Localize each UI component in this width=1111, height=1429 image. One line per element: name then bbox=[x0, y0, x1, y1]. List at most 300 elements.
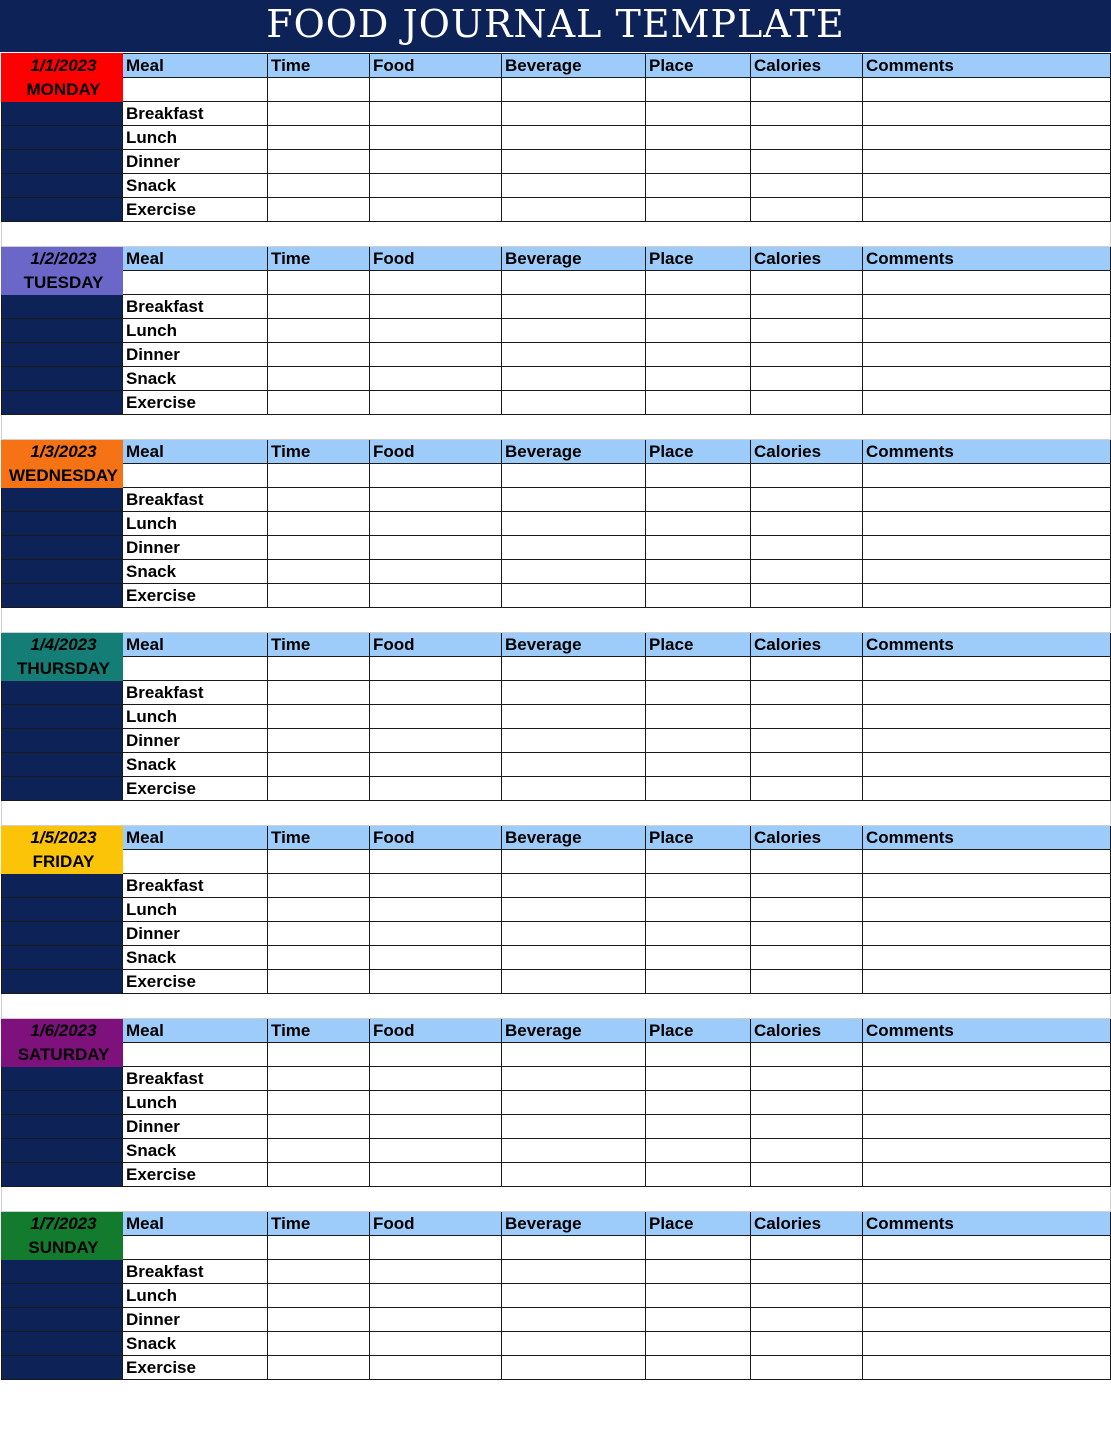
entry-cell[interactable] bbox=[751, 729, 863, 753]
entry-cell[interactable] bbox=[751, 1163, 863, 1187]
meal-row bbox=[2, 777, 1111, 801]
entry-cell[interactable] bbox=[370, 1236, 502, 1260]
entry-cell[interactable] bbox=[863, 729, 1111, 753]
entry-cell[interactable] bbox=[751, 657, 863, 681]
entry-cell[interactable] bbox=[751, 512, 863, 536]
entry-cell[interactable] bbox=[646, 1236, 751, 1260]
day-side-block bbox=[2, 1067, 123, 1091]
meal-row bbox=[2, 1163, 1111, 1187]
entry-cell[interactable] bbox=[646, 536, 751, 560]
entry-cell[interactable] bbox=[751, 536, 863, 560]
entry-cell[interactable] bbox=[370, 657, 502, 681]
entry-cell[interactable] bbox=[123, 1043, 268, 1067]
entry-cell[interactable] bbox=[646, 367, 751, 391]
entry-cell[interactable] bbox=[502, 657, 646, 681]
entry-cell[interactable] bbox=[863, 777, 1111, 801]
entry-cell[interactable] bbox=[751, 198, 863, 222]
entry-cell[interactable] bbox=[502, 729, 646, 753]
entry-cell[interactable] bbox=[370, 1332, 502, 1356]
entry-cell[interactable] bbox=[751, 126, 863, 150]
entry-cell[interactable] bbox=[646, 922, 751, 946]
entry-cell[interactable] bbox=[268, 1139, 370, 1163]
entry-cell[interactable] bbox=[863, 1163, 1111, 1187]
column-header-food: Food bbox=[370, 1212, 502, 1236]
entry-cell[interactable] bbox=[268, 946, 370, 970]
entry-cell[interactable] bbox=[502, 319, 646, 343]
entry-cell[interactable] bbox=[863, 1308, 1111, 1332]
entry-cell[interactable] bbox=[502, 1043, 646, 1067]
entry-cell[interactable] bbox=[268, 126, 370, 150]
entry-cell[interactable] bbox=[751, 1284, 863, 1308]
entry-cell[interactable] bbox=[863, 1236, 1111, 1260]
entry-cell[interactable] bbox=[751, 777, 863, 801]
entry-cell[interactable] bbox=[370, 271, 502, 295]
entry-cell[interactable] bbox=[268, 1356, 370, 1380]
entry-cell[interactable] bbox=[370, 1308, 502, 1332]
entry-cell[interactable] bbox=[268, 512, 370, 536]
meal-row bbox=[2, 1332, 1111, 1356]
entry-cell[interactable] bbox=[502, 295, 646, 319]
entry-cell[interactable] bbox=[646, 512, 751, 536]
entry-cell[interactable] bbox=[646, 1043, 751, 1067]
entry-cell[interactable] bbox=[646, 174, 751, 198]
entry-cell[interactable] bbox=[502, 391, 646, 415]
entry-cell[interactable] bbox=[268, 898, 370, 922]
entry-cell[interactable] bbox=[646, 1139, 751, 1163]
entry-cell[interactable] bbox=[751, 584, 863, 608]
entry-cell[interactable] bbox=[646, 464, 751, 488]
entry-cell[interactable] bbox=[370, 1260, 502, 1284]
entry-cell[interactable] bbox=[646, 319, 751, 343]
entry-cell[interactable] bbox=[370, 850, 502, 874]
day-side-block bbox=[2, 1284, 123, 1308]
entry-cell[interactable] bbox=[863, 560, 1111, 584]
entry-cell[interactable] bbox=[863, 343, 1111, 367]
entry-cell[interactable] bbox=[268, 1308, 370, 1332]
entry-cell[interactable] bbox=[502, 488, 646, 512]
entry-cell[interactable] bbox=[646, 850, 751, 874]
meal-label: Lunch bbox=[123, 1091, 268, 1115]
entry-cell[interactable] bbox=[370, 1163, 502, 1187]
entry-cell[interactable] bbox=[646, 1284, 751, 1308]
day-side-block bbox=[2, 681, 123, 705]
entry-cell[interactable] bbox=[502, 850, 646, 874]
spacer-cell bbox=[751, 608, 863, 633]
entry-cell[interactable] bbox=[751, 1308, 863, 1332]
entry-cell[interactable] bbox=[751, 295, 863, 319]
entry-cell[interactable] bbox=[370, 367, 502, 391]
day-side-block bbox=[2, 512, 123, 536]
entry-cell[interactable] bbox=[268, 777, 370, 801]
spacer-cell bbox=[123, 1187, 268, 1212]
entry-cell[interactable] bbox=[502, 174, 646, 198]
entry-cell[interactable] bbox=[502, 922, 646, 946]
entry-cell[interactable] bbox=[268, 1236, 370, 1260]
entry-cell[interactable] bbox=[370, 753, 502, 777]
entry-cell[interactable] bbox=[751, 464, 863, 488]
entry-cell[interactable] bbox=[646, 343, 751, 367]
entry-cell[interactable] bbox=[646, 753, 751, 777]
entry-cell[interactable] bbox=[268, 970, 370, 994]
entry-cell[interactable] bbox=[863, 150, 1111, 174]
entry-cell[interactable] bbox=[646, 874, 751, 898]
entry-cell[interactable] bbox=[268, 150, 370, 174]
entry-cell[interactable] bbox=[502, 874, 646, 898]
entry-cell[interactable] bbox=[268, 367, 370, 391]
entry-cell[interactable] bbox=[502, 512, 646, 536]
entry-cell[interactable] bbox=[646, 657, 751, 681]
entry-cell[interactable] bbox=[268, 681, 370, 705]
entry-cell[interactable] bbox=[646, 1332, 751, 1356]
entry-cell[interactable] bbox=[863, 1260, 1111, 1284]
meal-row bbox=[2, 753, 1111, 777]
entry-cell[interactable] bbox=[268, 319, 370, 343]
entry-cell[interactable] bbox=[751, 78, 863, 102]
entry-cell[interactable] bbox=[646, 946, 751, 970]
entry-cell[interactable] bbox=[863, 850, 1111, 874]
entry-cell[interactable] bbox=[370, 488, 502, 512]
entry-cell[interactable] bbox=[370, 1139, 502, 1163]
entry-cell[interactable] bbox=[751, 1236, 863, 1260]
entry-cell[interactable] bbox=[502, 271, 646, 295]
entry-cell[interactable] bbox=[370, 1115, 502, 1139]
entry-cell[interactable] bbox=[751, 1332, 863, 1356]
entry-cell[interactable] bbox=[502, 126, 646, 150]
entry-cell[interactable] bbox=[370, 150, 502, 174]
entry-cell[interactable] bbox=[370, 1284, 502, 1308]
entry-cell[interactable] bbox=[751, 271, 863, 295]
entry-cell[interactable] bbox=[863, 102, 1111, 126]
entry-cell[interactable] bbox=[751, 150, 863, 174]
entry-cell[interactable] bbox=[370, 319, 502, 343]
entry-cell[interactable] bbox=[268, 391, 370, 415]
entry-cell[interactable] bbox=[751, 319, 863, 343]
entry-cell[interactable] bbox=[370, 705, 502, 729]
entry-cell[interactable] bbox=[646, 198, 751, 222]
entry-cell[interactable] bbox=[123, 850, 268, 874]
entry-cell[interactable] bbox=[370, 391, 502, 415]
entry-cell[interactable] bbox=[646, 584, 751, 608]
entry-cell[interactable] bbox=[268, 850, 370, 874]
column-header-time: Time bbox=[268, 1019, 370, 1043]
entry-cell[interactable] bbox=[268, 922, 370, 946]
entry-cell[interactable] bbox=[123, 1236, 268, 1260]
entry-cell[interactable] bbox=[268, 1163, 370, 1187]
entry-cell[interactable] bbox=[646, 705, 751, 729]
entry-cell[interactable] bbox=[646, 1067, 751, 1091]
spacer-cell bbox=[502, 994, 646, 1019]
entry-cell[interactable] bbox=[751, 922, 863, 946]
entry-cell[interactable] bbox=[502, 970, 646, 994]
meal-row bbox=[2, 729, 1111, 753]
spacer-cell bbox=[646, 994, 751, 1019]
entry-cell[interactable] bbox=[751, 946, 863, 970]
entry-cell[interactable] bbox=[370, 512, 502, 536]
entry-cell[interactable] bbox=[646, 1091, 751, 1115]
entry-cell[interactable] bbox=[268, 536, 370, 560]
entry-cell[interactable] bbox=[646, 681, 751, 705]
entry-cell[interactable] bbox=[863, 1332, 1111, 1356]
entry-cell[interactable] bbox=[502, 777, 646, 801]
entry-cell[interactable] bbox=[123, 78, 268, 102]
entry-cell[interactable] bbox=[863, 488, 1111, 512]
entry-cell[interactable] bbox=[370, 584, 502, 608]
entry-cell[interactable] bbox=[751, 343, 863, 367]
entry-cell[interactable] bbox=[502, 946, 646, 970]
column-header-time: Time bbox=[268, 54, 370, 78]
entry-cell[interactable] bbox=[268, 657, 370, 681]
entry-cell[interactable] bbox=[268, 271, 370, 295]
entry-cell[interactable] bbox=[751, 970, 863, 994]
entry-cell[interactable] bbox=[751, 1260, 863, 1284]
entry-cell[interactable] bbox=[751, 1115, 863, 1139]
entry-cell[interactable] bbox=[268, 174, 370, 198]
entry-cell[interactable] bbox=[863, 1043, 1111, 1067]
entry-cell[interactable] bbox=[751, 874, 863, 898]
entry-cell[interactable] bbox=[751, 705, 863, 729]
meal-row bbox=[2, 1308, 1111, 1332]
entry-cell[interactable] bbox=[863, 584, 1111, 608]
entry-cell[interactable] bbox=[751, 1067, 863, 1091]
entry-cell[interactable] bbox=[751, 367, 863, 391]
entry-cell[interactable] bbox=[863, 1067, 1111, 1091]
entry-cell[interactable] bbox=[268, 1091, 370, 1115]
entry-cell[interactable] bbox=[502, 560, 646, 584]
entry-cell[interactable] bbox=[863, 970, 1111, 994]
entry-cell[interactable] bbox=[863, 1356, 1111, 1380]
meal-label: Exercise bbox=[123, 198, 268, 222]
entry-cell[interactable] bbox=[863, 512, 1111, 536]
entry-cell[interactable] bbox=[646, 1308, 751, 1332]
column-header-beverage: Beverage bbox=[502, 440, 646, 464]
entry-cell[interactable] bbox=[268, 488, 370, 512]
entry-cell[interactable] bbox=[370, 874, 502, 898]
entry-cell[interactable] bbox=[502, 343, 646, 367]
entry-cell[interactable] bbox=[370, 681, 502, 705]
entry-cell[interactable] bbox=[646, 777, 751, 801]
entry-cell[interactable] bbox=[863, 319, 1111, 343]
entry-cell[interactable] bbox=[502, 584, 646, 608]
entry-cell[interactable] bbox=[863, 391, 1111, 415]
spacer-cell bbox=[646, 222, 751, 247]
entry-cell[interactable] bbox=[646, 150, 751, 174]
entry-cell[interactable] bbox=[502, 753, 646, 777]
entry-cell[interactable] bbox=[268, 1067, 370, 1091]
entry-cell[interactable] bbox=[370, 1067, 502, 1091]
entry-cell[interactable] bbox=[268, 198, 370, 222]
entry-cell[interactable] bbox=[123, 657, 268, 681]
entry-cell[interactable] bbox=[863, 78, 1111, 102]
entry-cell[interactable] bbox=[370, 922, 502, 946]
entry-cell[interactable] bbox=[502, 198, 646, 222]
entry-cell[interactable] bbox=[751, 174, 863, 198]
entry-cell[interactable] bbox=[863, 753, 1111, 777]
entry-cell[interactable] bbox=[863, 174, 1111, 198]
entry-cell[interactable] bbox=[370, 777, 502, 801]
entry-cell[interactable] bbox=[863, 1115, 1111, 1139]
entry-cell[interactable] bbox=[502, 1067, 646, 1091]
column-header-comments: Comments bbox=[863, 1019, 1111, 1043]
entry-cell[interactable] bbox=[863, 898, 1111, 922]
day-name-row bbox=[2, 657, 1111, 681]
entry-cell[interactable] bbox=[268, 464, 370, 488]
entry-cell[interactable] bbox=[370, 295, 502, 319]
entry-cell[interactable] bbox=[502, 1284, 646, 1308]
entry-cell[interactable] bbox=[863, 536, 1111, 560]
entry-cell[interactable] bbox=[502, 1260, 646, 1284]
entry-cell[interactable] bbox=[370, 729, 502, 753]
entry-cell[interactable] bbox=[646, 102, 751, 126]
spacer-cell bbox=[863, 222, 1111, 247]
entry-cell[interactable] bbox=[646, 970, 751, 994]
meal-row bbox=[2, 1115, 1111, 1139]
entry-cell[interactable] bbox=[268, 102, 370, 126]
entry-cell[interactable] bbox=[268, 1332, 370, 1356]
entry-cell[interactable] bbox=[751, 391, 863, 415]
entry-cell[interactable] bbox=[502, 102, 646, 126]
entry-cell[interactable] bbox=[268, 78, 370, 102]
entry-cell[interactable] bbox=[370, 198, 502, 222]
day-side-block bbox=[2, 705, 123, 729]
entry-cell[interactable] bbox=[502, 705, 646, 729]
entry-cell[interactable] bbox=[646, 1260, 751, 1284]
entry-cell[interactable] bbox=[646, 271, 751, 295]
entry-cell[interactable] bbox=[123, 271, 268, 295]
meal-row bbox=[2, 946, 1111, 970]
entry-cell[interactable] bbox=[370, 1091, 502, 1115]
column-header-comments: Comments bbox=[863, 1212, 1111, 1236]
entry-cell[interactable] bbox=[370, 1356, 502, 1380]
entry-cell[interactable] bbox=[502, 1163, 646, 1187]
entry-cell[interactable] bbox=[751, 560, 863, 584]
column-header-meal: Meal bbox=[123, 633, 268, 657]
entry-cell[interactable] bbox=[646, 1163, 751, 1187]
entry-cell[interactable] bbox=[268, 705, 370, 729]
spacer-cell bbox=[502, 222, 646, 247]
entry-cell[interactable] bbox=[863, 367, 1111, 391]
entry-cell[interactable] bbox=[646, 1115, 751, 1139]
entry-cell[interactable] bbox=[268, 584, 370, 608]
entry-cell[interactable] bbox=[646, 295, 751, 319]
meal-label: Dinner bbox=[123, 1115, 268, 1139]
entry-cell[interactable] bbox=[268, 1115, 370, 1139]
column-header-meal: Meal bbox=[123, 1212, 268, 1236]
entry-cell[interactable] bbox=[502, 898, 646, 922]
entry-cell[interactable] bbox=[646, 488, 751, 512]
entry-cell[interactable] bbox=[370, 343, 502, 367]
entry-cell[interactable] bbox=[863, 271, 1111, 295]
entry-cell[interactable] bbox=[863, 1284, 1111, 1308]
entry-cell[interactable] bbox=[370, 102, 502, 126]
entry-cell[interactable] bbox=[751, 681, 863, 705]
column-header-time: Time bbox=[268, 247, 370, 271]
entry-cell[interactable] bbox=[646, 560, 751, 584]
entry-cell[interactable] bbox=[268, 1260, 370, 1284]
entry-cell[interactable] bbox=[268, 295, 370, 319]
entry-cell[interactable] bbox=[646, 391, 751, 415]
entry-cell[interactable] bbox=[502, 367, 646, 391]
entry-cell[interactable] bbox=[863, 946, 1111, 970]
entry-cell[interactable] bbox=[370, 970, 502, 994]
entry-cell[interactable] bbox=[370, 126, 502, 150]
entry-cell[interactable] bbox=[502, 1139, 646, 1163]
column-header-time: Time bbox=[268, 1212, 370, 1236]
entry-cell[interactable] bbox=[502, 536, 646, 560]
entry-cell[interactable] bbox=[502, 78, 646, 102]
spacer-cell bbox=[646, 1187, 751, 1212]
entry-cell[interactable] bbox=[268, 874, 370, 898]
entry-cell[interactable] bbox=[502, 1115, 646, 1139]
entry-cell[interactable] bbox=[123, 464, 268, 488]
column-header-calories: Calories bbox=[751, 826, 863, 850]
entry-cell[interactable] bbox=[646, 729, 751, 753]
entry-cell[interactable] bbox=[268, 1284, 370, 1308]
entry-cell[interactable] bbox=[502, 1236, 646, 1260]
entry-cell[interactable] bbox=[863, 126, 1111, 150]
column-header-calories: Calories bbox=[751, 1019, 863, 1043]
entry-cell[interactable] bbox=[863, 464, 1111, 488]
entry-cell[interactable] bbox=[370, 78, 502, 102]
entry-cell[interactable] bbox=[502, 464, 646, 488]
entry-cell[interactable] bbox=[268, 560, 370, 584]
entry-cell[interactable] bbox=[502, 1308, 646, 1332]
entry-cell[interactable] bbox=[502, 681, 646, 705]
entry-cell[interactable] bbox=[370, 560, 502, 584]
entry-cell[interactable] bbox=[863, 874, 1111, 898]
entry-cell[interactable] bbox=[646, 126, 751, 150]
entry-cell[interactable] bbox=[268, 1043, 370, 1067]
entry-cell[interactable] bbox=[646, 78, 751, 102]
entry-cell[interactable] bbox=[863, 198, 1111, 222]
entry-cell[interactable] bbox=[370, 1043, 502, 1067]
entry-cell[interactable] bbox=[751, 753, 863, 777]
entry-cell[interactable] bbox=[370, 946, 502, 970]
day-side-block bbox=[2, 150, 123, 174]
entry-cell[interactable] bbox=[646, 898, 751, 922]
entry-cell[interactable] bbox=[863, 681, 1111, 705]
entry-cell[interactable] bbox=[268, 729, 370, 753]
entry-cell[interactable] bbox=[268, 343, 370, 367]
entry-cell[interactable] bbox=[502, 1332, 646, 1356]
entry-cell[interactable] bbox=[751, 850, 863, 874]
entry-cell[interactable] bbox=[370, 536, 502, 560]
meal-label: Dinner bbox=[123, 1308, 268, 1332]
day-side-block bbox=[2, 922, 123, 946]
entry-cell[interactable] bbox=[646, 1356, 751, 1380]
entry-cell[interactable] bbox=[502, 1091, 646, 1115]
entry-cell[interactable] bbox=[751, 488, 863, 512]
entry-cell[interactable] bbox=[863, 705, 1111, 729]
entry-cell[interactable] bbox=[863, 922, 1111, 946]
entry-cell[interactable] bbox=[751, 1043, 863, 1067]
entry-cell[interactable] bbox=[751, 1356, 863, 1380]
entry-cell[interactable] bbox=[502, 1356, 646, 1380]
entry-cell[interactable] bbox=[863, 657, 1111, 681]
spacer-row bbox=[2, 415, 1111, 440]
entry-cell[interactable] bbox=[370, 464, 502, 488]
entry-cell[interactable] bbox=[751, 898, 863, 922]
entry-cell[interactable] bbox=[863, 1139, 1111, 1163]
entry-cell[interactable] bbox=[268, 753, 370, 777]
entry-cell[interactable] bbox=[751, 1139, 863, 1163]
entry-cell[interactable] bbox=[502, 150, 646, 174]
entry-cell[interactable] bbox=[751, 102, 863, 126]
entry-cell[interactable] bbox=[370, 174, 502, 198]
entry-cell[interactable] bbox=[751, 1091, 863, 1115]
entry-cell[interactable] bbox=[863, 295, 1111, 319]
entry-cell[interactable] bbox=[863, 1091, 1111, 1115]
entry-cell[interactable] bbox=[370, 898, 502, 922]
